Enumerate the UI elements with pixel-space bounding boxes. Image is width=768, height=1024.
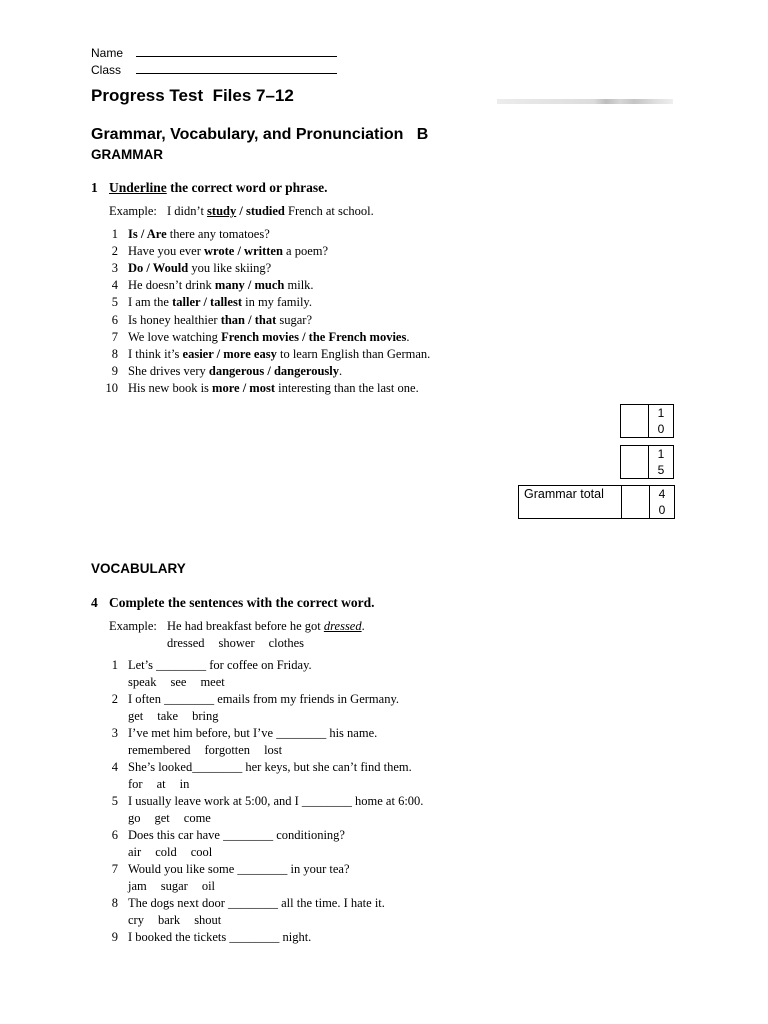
vocabulary-item <box>98 862 350 879</box>
item-number: 5 <box>111 295 118 310</box>
grammar-item <box>98 244 328 261</box>
example-text: I didn’t <box>167 204 208 218</box>
item-text: Would you like some ________ in your tea? <box>128 862 350 876</box>
item-text-end: to learn English than German. <box>276 346 431 361</box>
item-number: 5 <box>111 794 118 808</box>
name-label: Name <box>91 46 124 60</box>
item-text: Let’s ________ for coffee on Friday. <box>128 658 312 672</box>
option[interactable]: see <box>170 675 187 689</box>
class-field <box>91 63 121 77</box>
item-number: 9 <box>111 363 118 378</box>
page-subtitle: Grammar, Vocabulary, and Pronunciation B <box>91 126 429 143</box>
grammar-heading: GRAMMAR <box>91 147 163 162</box>
item-choice[interactable]: many / much <box>214 278 285 293</box>
vocabulary-item <box>98 896 385 913</box>
grammar-item <box>98 295 312 312</box>
option[interactable]: air <box>128 845 142 859</box>
option: dressed <box>167 636 205 650</box>
item-text: I often ________ emails from my friends in Germany. <box>128 692 400 706</box>
item-number: 3 <box>111 726 118 740</box>
grammar-task-instruction <box>91 180 327 196</box>
option[interactable]: come <box>183 811 211 825</box>
vocabulary-heading: VOCABULARY <box>91 561 186 576</box>
vocabulary-item <box>98 760 412 777</box>
grammar-example <box>109 204 374 219</box>
item-options <box>128 675 239 690</box>
name-field <box>91 46 123 60</box>
option[interactable]: get <box>154 811 170 825</box>
score-total: 1 5 <box>657 447 665 477</box>
task-text: the correct word or phrase. <box>166 180 328 195</box>
grammar-total-label: Grammar total <box>519 486 622 518</box>
option[interactable]: at <box>156 777 166 791</box>
example-answer: dressed <box>323 619 362 633</box>
option[interactable]: meet <box>200 675 225 689</box>
option[interactable]: oil <box>201 879 216 893</box>
option[interactable]: get <box>128 709 144 723</box>
item-text-end: sugar? <box>276 312 313 327</box>
score-blank[interactable] <box>621 446 649 478</box>
item-text: We love watching <box>128 329 222 344</box>
option[interactable]: for <box>128 777 143 791</box>
score-blank[interactable] <box>622 486 650 518</box>
class-label: Class <box>91 63 122 77</box>
option[interactable]: cool <box>190 845 213 859</box>
example-label: Example: <box>109 204 157 218</box>
grammar-item <box>98 313 312 330</box>
option[interactable]: shout <box>194 913 222 927</box>
item-text: Have you ever <box>128 244 205 259</box>
item-choice[interactable]: than / that <box>220 312 277 327</box>
example-text-end: French at school. <box>284 204 374 218</box>
example-options <box>167 636 318 651</box>
class-line <box>136 73 337 74</box>
item-text: I think it’s <box>128 346 183 361</box>
item-number: 2 <box>111 692 118 706</box>
item-choice[interactable]: Do / Would <box>128 261 189 276</box>
grammar-item <box>98 381 419 398</box>
item-number: 1 <box>111 227 118 241</box>
page-title: Progress Test Files 7–12 <box>91 86 294 105</box>
grammar-item <box>98 278 314 295</box>
vocabulary-item <box>98 930 311 947</box>
vocabulary-task-instruction <box>91 595 375 611</box>
item-choice[interactable]: easier / more easy <box>182 346 277 361</box>
item-choice[interactable]: dangerous / dangerously <box>208 363 340 378</box>
item-text-end: interesting than the last one. <box>274 380 419 395</box>
option[interactable]: cry <box>128 913 144 927</box>
grammar-item <box>98 364 342 381</box>
option[interactable]: in <box>179 777 190 791</box>
item-choice[interactable]: French movies / the French movies <box>221 329 407 344</box>
item-choice[interactable]: Is / Are <box>128 227 167 241</box>
item-number: 2 <box>111 244 118 259</box>
item-text: I’ve met him before, but I’ve ________ his name. <box>128 726 378 740</box>
option[interactable]: bark <box>157 913 181 927</box>
item-text-end: . <box>339 363 343 378</box>
item-options <box>128 743 296 758</box>
item-number: 7 <box>111 329 118 344</box>
task-number: 1 <box>91 180 98 195</box>
item-number: 6 <box>111 828 118 842</box>
score-total: 1 0 <box>657 406 665 436</box>
option[interactable]: take <box>157 709 179 723</box>
option[interactable]: speak <box>128 675 157 689</box>
item-text: I usually leave work at 5:00, and I ________ home at 6:00. <box>128 794 424 808</box>
vocabulary-item <box>98 658 312 675</box>
item-number: 8 <box>111 896 118 910</box>
option: clothes <box>268 636 305 650</box>
underline-word: Underline <box>109 180 167 195</box>
item-options <box>128 845 226 860</box>
item-number: 7 <box>111 862 118 876</box>
item-text: His new book is <box>128 380 213 395</box>
vocabulary-item <box>98 726 377 743</box>
example-option: studied <box>245 204 285 218</box>
item-number: 1 <box>111 658 118 672</box>
option[interactable]: cold <box>155 845 177 859</box>
item-text: He doesn’t drink <box>128 278 215 293</box>
option[interactable]: sugar <box>160 879 188 893</box>
decorative-bar <box>497 99 673 104</box>
task-text: Complete the sentences with the correct word. <box>109 595 375 610</box>
score-box-2 <box>620 445 674 479</box>
item-number: 4 <box>111 278 118 293</box>
grammar-total-box <box>518 485 675 519</box>
item-text-end: a poem? <box>282 244 329 259</box>
item-number: 8 <box>111 346 118 361</box>
item-text-end: you like skiing? <box>188 261 272 276</box>
vocabulary-item <box>98 828 345 845</box>
item-text-end: in my family. <box>241 295 312 310</box>
option: shower <box>218 636 255 650</box>
option[interactable]: jam <box>128 879 147 893</box>
item-text: She’s looked________ her keys, but she can’t find them. <box>128 760 412 774</box>
item-options <box>128 777 203 792</box>
item-choice[interactable]: taller / tallest <box>172 295 242 310</box>
vocabulary-item <box>98 794 423 811</box>
example-answer: study <box>207 204 237 218</box>
example-label: Example: <box>109 619 157 633</box>
item-number: 3 <box>111 261 118 276</box>
item-options <box>128 879 229 894</box>
item-options <box>128 913 235 928</box>
item-options <box>128 811 225 826</box>
option[interactable]: remembered <box>128 743 191 757</box>
item-text: She drives very <box>128 363 209 378</box>
example-sep: / <box>236 204 246 218</box>
vocabulary-example <box>109 619 365 634</box>
item-options <box>128 709 233 724</box>
example-text-end: . <box>361 619 365 633</box>
vocabulary-item <box>98 692 399 709</box>
option[interactable]: go <box>128 811 141 825</box>
item-text: I am the <box>128 295 173 310</box>
option[interactable]: lost <box>264 743 283 757</box>
item-number: 4 <box>111 760 118 774</box>
item-text-end: milk. <box>284 278 314 293</box>
item-text: I booked the tickets ________ night. <box>128 930 312 944</box>
grammar-item <box>98 347 430 364</box>
item-choice[interactable]: more / most <box>212 380 275 395</box>
grammar-item <box>98 227 270 244</box>
grammar-item <box>98 330 409 347</box>
grammar-item <box>98 261 271 278</box>
item-number: 9 <box>111 930 118 944</box>
item-text-end: . <box>406 329 410 344</box>
score-box-1 <box>620 404 674 438</box>
item-text: Is honey healthier <box>128 312 221 327</box>
name-line <box>136 56 337 57</box>
item-number: 10 <box>105 380 118 395</box>
option[interactable]: forgotten <box>204 743 251 757</box>
item-text: Does this car have ________ conditioning? <box>128 828 345 842</box>
item-text: The dogs next door ________ all the time. I hate it. <box>128 896 385 910</box>
task-number: 4 <box>91 595 98 610</box>
option[interactable]: bring <box>192 709 219 723</box>
score-blank[interactable] <box>621 405 649 437</box>
item-number: 6 <box>111 312 118 327</box>
item-choice[interactable]: wrote / written <box>204 244 283 259</box>
score-total: 4 0 <box>658 487 666 517</box>
item-text-end: there any tomatoes? <box>166 227 270 241</box>
example-text: He had breakfast before he got <box>167 619 324 633</box>
